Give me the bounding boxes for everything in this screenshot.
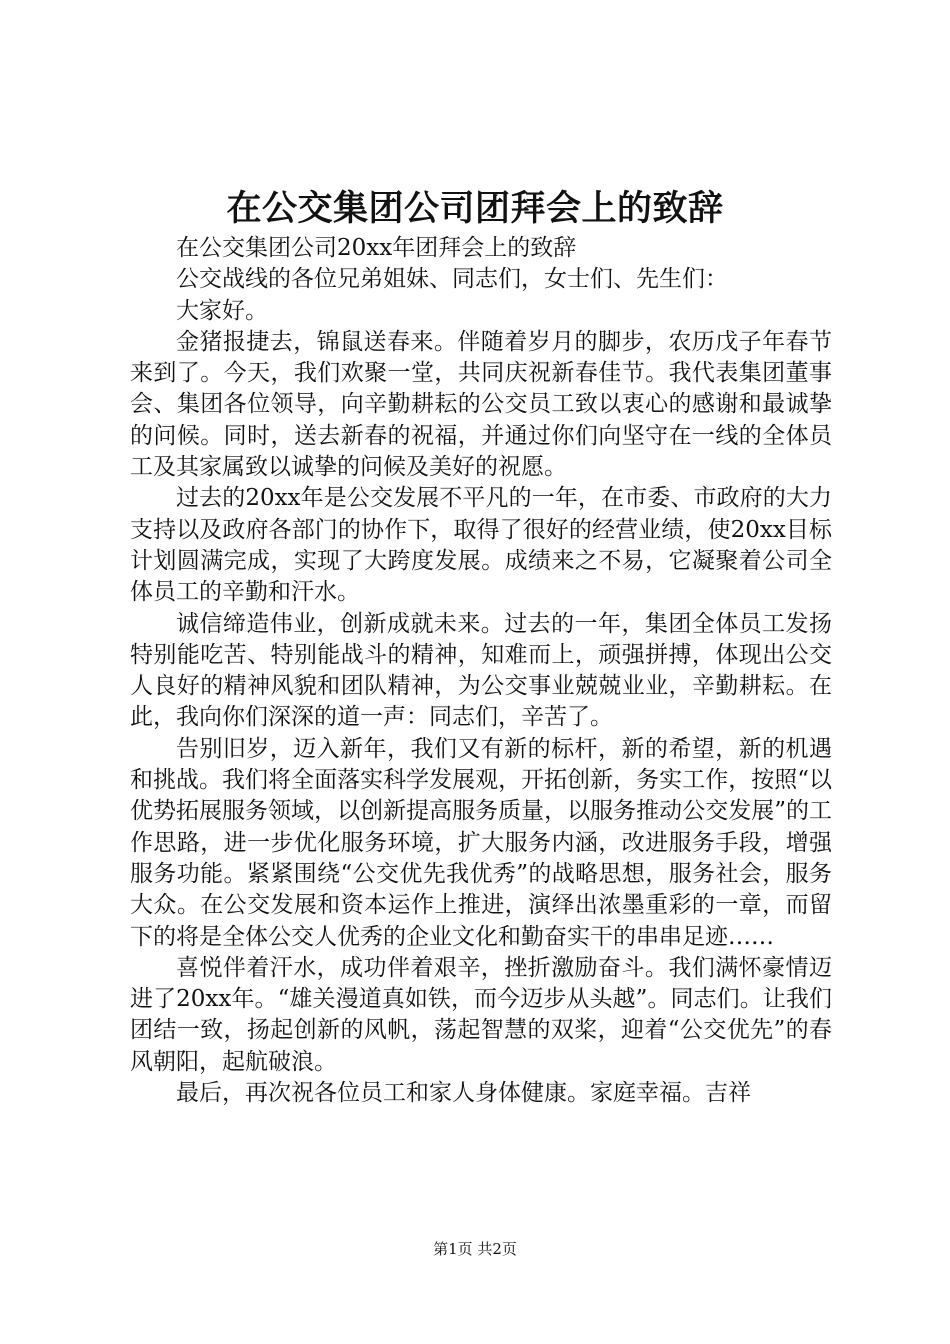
- document-body: [130, 233, 832, 1109]
- paragraph-greeting: 大家好。: [176, 297, 268, 324]
- page-number-footer: 第1页 共2页: [433, 1240, 517, 1258]
- document-title: 在公交集团公司团拜会上的致辞: [226, 188, 724, 229]
- paragraph-new-year-wishes: 金猪报捷去，锦鼠送春来。伴随着岁月的脚步，农历戊子年春节来到了。今天，我们欢聚一堂，共同庆祝新春佳节。我代表集团董事会、集团各位领导，向辛勤耕耘的公交员工致以衷心的感谢和最诚挚的问候。同时，送去新春的祝福，并通过你们向坚守在一线的全体员工及其家属致以诚挚的问候及美好的祝愿。: [130, 328, 832, 481]
- paragraph-subtitle: 在公交集团公司20xx年团拜会上的致辞: [176, 235, 577, 261]
- paragraph-past-year: 过去的20xx年是公交发展不平凡的一年，在市委、市政府的大力支持以及政府各部门的协作下，取得了很好的经营业绩，使20xx目标计划圆满完成，实现了大跨度发展。成绩来之不易，它凝聚着公司全体员工的辛勤和汗水。: [130, 485, 832, 606]
- paragraph-joy-and-sweat: 喜悦伴着汗水，成功伴着艰辛，挫折激励奋斗。我们满怀豪情迈进了20xx年。“雄关漫道真如铁，而今迈步从头越”。同志们。让我们团结一致，扬起创新的风帆，荡起智慧的双桨，迎着“公交优先”的春风朝阳，起航破浪。: [130, 954, 832, 1075]
- paragraph-integrity-innovation: 诚信缔造伟业，创新成就未来。过去的一年，集团全体员工发扬特别能吃苦、特别能战斗的精神，知难而上，顽强拼搏，体现出公交人良好的精神风貌和团队精神，为公交事业兢兢业业，辛勤耕耘。在此，我向你们深深的道一声：同志们，辛苦了。: [130, 610, 832, 731]
- paragraph-closing: 最后，再次祝各位员工和家人身体健康。家庭幸福。吉祥: [176, 1080, 751, 1107]
- paragraph-salutation: 公交战线的各位兄弟姐妹、同志们，女士们、先生们：: [176, 266, 728, 293]
- paragraph-new-goals: 告别旧岁，迈入新年，我们又有新的标杆，新的希望，新的机遇和挑战。我们将全面落实科学发展观，开拓创新，务实工作，按照“以优势拓展服务领域，以创新提高服务质量，以服务推动公交发展”的工作思路，进一步优化服务环境，扩大服务内涵，改进服务手段，增强服务功能。紧紧围绕“公交优先我优秀”的战略思想，服务社会，服务大众。在公交发展和资本运作上推进，演绎出浓墨重彩的一章，而留下的将是全体公交人优秀的企业文化和勤奋实干的串串足迹……: [130, 735, 832, 950]
